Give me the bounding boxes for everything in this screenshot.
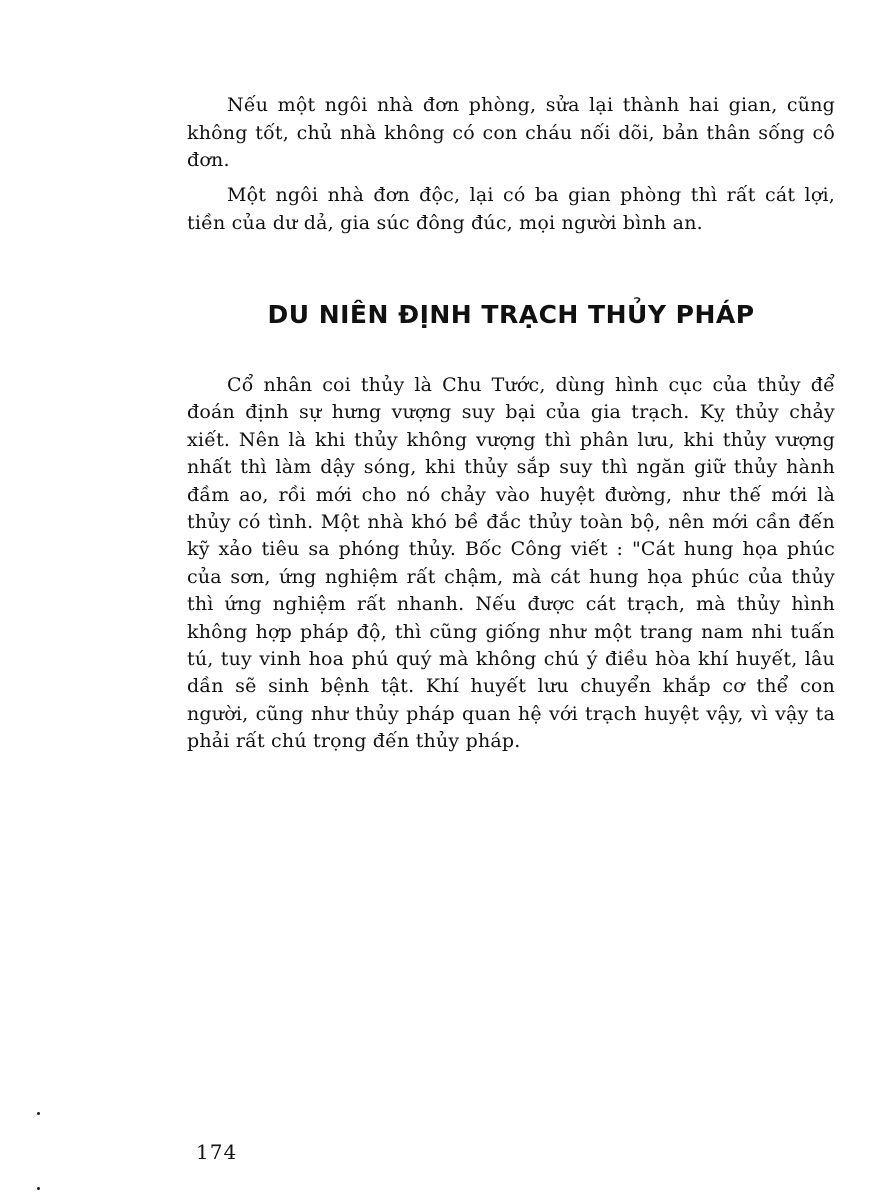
- paragraph-single-room-house: Nếu một ngôi nhà đơn phòng, sửa lại thành hai gian, cũng không tốt, chủ nhà không có con cháu nối dõi, bản thân sống cô đơn.: [187, 94, 835, 171]
- paragraph-three-room-house: Một ngôi nhà đơn độc, lại có ba gian phòng thì rất cát lợi, tiền của dư dả, gia súc đông đúc, mọi người bình an.: [187, 184, 835, 234]
- section-heading: DU NIÊN ĐỊNH TRẠCH THỦY PHÁP: [267, 300, 755, 329]
- scan-speck-mark: [37, 1187, 40, 1190]
- section-body-paragraph: Cổ nhân coi thủy là Chu Tước, dùng hình cục của thủy để đoán định sự hưng vượng suy bại của gia trạch. Kỵ thủy chảy xiết. Nên là khi thủy không vượng thì phân lưu, khi thủy vượng nhất thì làm dậy sóng, khi thủy sắp suy thì ngăn giữ thủy hành đầm ao, rồi mới cho nó chảy vào huyệt đường, như thế mới là thủy có tình. Một nhà khó bề đắc thủy toàn bộ, nên mới cần đến kỹ xảo tiêu sa phóng thủy. Bốc Công viết : "Cát hung họa phúc của sơn, ứng nghiệm rất chậm, mà cát hung họa phúc của thủy thì ứng nghiệm rất nhanh. Nếu được cát trạch, mà thủy hình không hợp pháp độ, thì cũng giống như một trang nam nhi tuấn tú, tuy vinh hoa phú quý mà không chú ý điều hòa khí huyết, lâu dần sẽ sinh bệnh tật. Khí huyết lưu chuyển khắp cơ thể con người, cũng như thủy pháp quan hệ với trạch huyệt vậy, vì vậy ta phải rất chú trọng đến thủy pháp.: [187, 374, 835, 753]
- scan-speck-mark: [37, 1112, 40, 1115]
- page-number: 174: [196, 1140, 238, 1164]
